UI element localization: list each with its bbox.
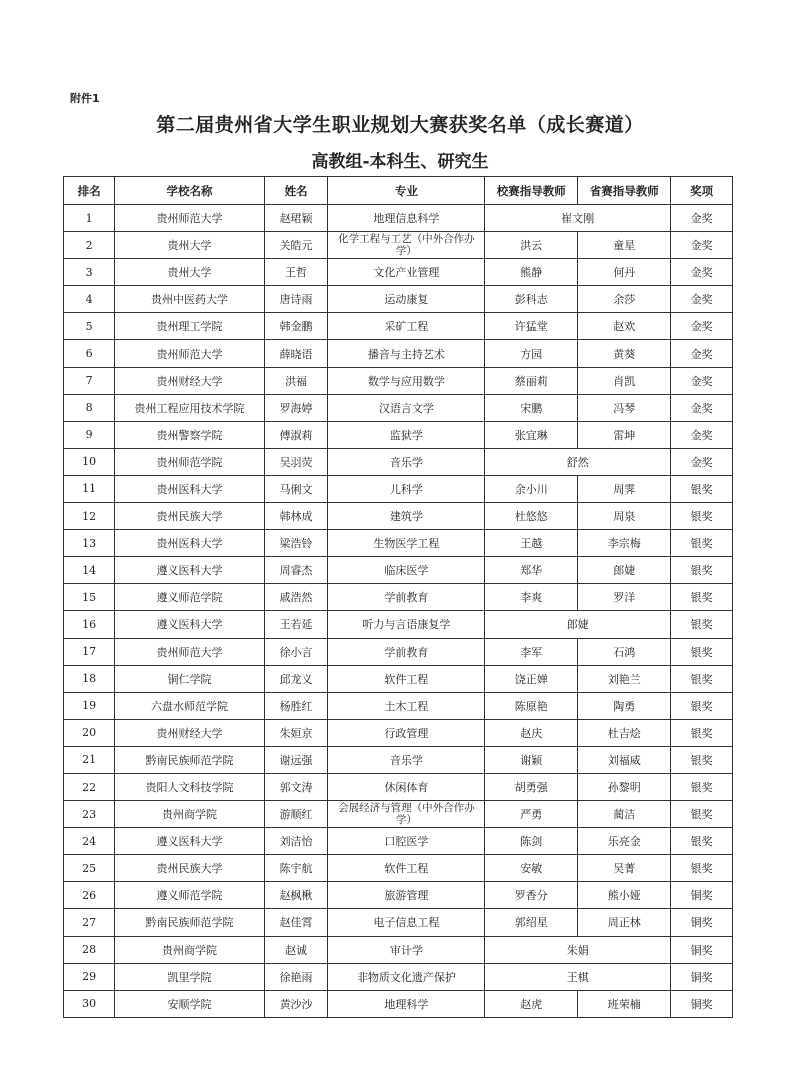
- table-row: [64, 963, 733, 990]
- cell-provincial-advisor: 蔺洁: [578, 801, 671, 828]
- cell-name: 谢远强: [264, 746, 328, 773]
- cell-name: 韩林成: [264, 503, 328, 530]
- table-row: [64, 611, 733, 638]
- cell-school-advisor: 陈原艳: [485, 692, 578, 719]
- cell-provincial-advisor: 周正林: [578, 909, 671, 936]
- cell-name: 周睿杰: [264, 557, 328, 584]
- cell-rank: 20: [64, 719, 115, 746]
- cell-school: 贵州师范学院: [115, 448, 264, 475]
- cell-major: 音乐学: [328, 746, 485, 773]
- cell-provincial-advisor: 郎婕: [578, 557, 671, 584]
- cell-rank: 23: [64, 801, 115, 828]
- cell-school: 贵州财经大学: [115, 719, 264, 746]
- cell-school: 贵州商学院: [115, 801, 264, 828]
- cell-school: 遵义医科大学: [115, 828, 264, 855]
- cell-name: 赵佳霄: [264, 909, 328, 936]
- cell-rank: 13: [64, 530, 115, 557]
- table-row: [64, 855, 733, 882]
- cell-rank: 11: [64, 475, 115, 502]
- cell-provincial-advisor: 冯琴: [578, 394, 671, 421]
- cell-rank: 15: [64, 584, 115, 611]
- cell-rank: 25: [64, 855, 115, 882]
- cell-award: 金奖: [671, 232, 733, 259]
- cell-name: 陈宇航: [264, 855, 328, 882]
- header-provincial-advisor: 省赛指导教师: [578, 177, 671, 205]
- cell-rank: 22: [64, 773, 115, 800]
- cell-award: 铜奖: [671, 882, 733, 909]
- cell-major: 学前教育: [328, 638, 485, 665]
- cell-major: 文化产业管理: [328, 259, 485, 286]
- cell-major: 建筑学: [328, 503, 485, 530]
- table-row: [64, 530, 733, 557]
- cell-school: 贵州中医药大学: [115, 286, 264, 313]
- cell-school-advisor: 彭科志: [485, 286, 578, 313]
- cell-provincial-advisor: 周泉: [578, 503, 671, 530]
- cell-school-advisor: 郑华: [485, 557, 578, 584]
- cell-award: 金奖: [671, 448, 733, 475]
- cell-school-advisor: 赵庆: [485, 719, 578, 746]
- cell-major: 临床医学: [328, 557, 485, 584]
- header-name: 姓名: [264, 177, 328, 205]
- cell-name: 刘洁怡: [264, 828, 328, 855]
- cell-major: 汉语言文学: [328, 394, 485, 421]
- table-row: [64, 828, 733, 855]
- cell-award: 银奖: [671, 828, 733, 855]
- cell-school: 贵州财经大学: [115, 367, 264, 394]
- cell-major: 监狱学: [328, 421, 485, 448]
- cell-name: 徐小言: [264, 638, 328, 665]
- table-row: [64, 367, 733, 394]
- cell-award: 银奖: [671, 855, 733, 882]
- table-row: [64, 990, 733, 1017]
- cell-rank: 29: [64, 963, 115, 990]
- cell-school: 贵州医科大学: [115, 475, 264, 502]
- cell-award: 金奖: [671, 286, 733, 313]
- cell-major: 运动康复: [328, 286, 485, 313]
- cell-school: 贵州大学: [115, 259, 264, 286]
- cell-name: 洪福: [264, 367, 328, 394]
- cell-school-advisor: 赵虎: [485, 990, 578, 1017]
- cell-rank: 12: [64, 503, 115, 530]
- cell-school-advisor: 宋鹏: [485, 394, 578, 421]
- attachment-label: 附件1: [70, 92, 100, 105]
- table-row: [64, 394, 733, 421]
- cell-school: 贵州师范大学: [115, 205, 264, 232]
- cell-major: 审计学: [328, 936, 485, 963]
- cell-advisor-merged: 郎婕: [485, 611, 671, 638]
- cell-name: 马俐文: [264, 475, 328, 502]
- header-school: 学校名称: [115, 177, 264, 205]
- cell-rank: 10: [64, 448, 115, 475]
- cell-award: 银奖: [671, 773, 733, 800]
- cell-major: 采矿工程: [328, 313, 485, 340]
- cell-provincial-advisor: 吴菁: [578, 855, 671, 882]
- table-header-row: [64, 177, 733, 205]
- cell-award: 金奖: [671, 313, 733, 340]
- cell-major: 软件工程: [328, 665, 485, 692]
- document-title: 第二届贵州省大学生职业规划大赛获奖名单（成长赛道）: [156, 114, 644, 136]
- cell-award: 铜奖: [671, 936, 733, 963]
- cell-award: 银奖: [671, 746, 733, 773]
- cell-rank: 9: [64, 421, 115, 448]
- cell-school: 贵州师范大学: [115, 340, 264, 367]
- cell-major: 儿科学: [328, 475, 485, 502]
- cell-school-advisor: 陈剑: [485, 828, 578, 855]
- cell-rank: 3: [64, 259, 115, 286]
- table-row: [64, 773, 733, 800]
- cell-award: 银奖: [671, 557, 733, 584]
- cell-name: 傅淑莉: [264, 421, 328, 448]
- table-row: [64, 421, 733, 448]
- cell-rank: 5: [64, 313, 115, 340]
- cell-name: 赵珺颖: [264, 205, 328, 232]
- cell-major: 音乐学: [328, 448, 485, 475]
- cell-award: 银奖: [671, 692, 733, 719]
- table-row: [64, 719, 733, 746]
- cell-major: 非物质文化遗产保护: [328, 963, 485, 990]
- cell-award: 银奖: [671, 503, 733, 530]
- table-row: [64, 936, 733, 963]
- cell-school-advisor: 严勇: [485, 801, 578, 828]
- cell-rank: 14: [64, 557, 115, 584]
- cell-rank: 30: [64, 990, 115, 1017]
- cell-school-advisor: 王越: [485, 530, 578, 557]
- cell-award: 金奖: [671, 394, 733, 421]
- header-school-advisor: 校赛指导教师: [485, 177, 578, 205]
- table-row: [64, 503, 733, 530]
- table-row: [64, 232, 733, 259]
- cell-provincial-advisor: 孙黎明: [578, 773, 671, 800]
- cell-school-advisor: 谢颖: [485, 746, 578, 773]
- cell-name: 唐诗雨: [264, 286, 328, 313]
- cell-award: 银奖: [671, 475, 733, 502]
- table-row: [64, 448, 733, 475]
- cell-school-advisor: 熊静: [485, 259, 578, 286]
- cell-major: 地理科学: [328, 990, 485, 1017]
- cell-name: 杨胜红: [264, 692, 328, 719]
- cell-major: 听力与言语康复学: [328, 611, 485, 638]
- cell-school: 安顺学院: [115, 990, 264, 1017]
- header-award: 奖项: [671, 177, 733, 205]
- cell-major: 化学工程与工艺（中外合作办学）: [328, 232, 485, 259]
- cell-major: 行政管理: [328, 719, 485, 746]
- cell-award: 银奖: [671, 801, 733, 828]
- cell-school-advisor: 许猛堂: [485, 313, 578, 340]
- cell-school-advisor: 余小川: [485, 475, 578, 502]
- cell-school: 贵州警察学院: [115, 421, 264, 448]
- cell-rank: 1: [64, 205, 115, 232]
- cell-school: 遵义师范学院: [115, 882, 264, 909]
- cell-major: 学前教育: [328, 584, 485, 611]
- cell-school: 贵州民族大学: [115, 855, 264, 882]
- cell-rank: 24: [64, 828, 115, 855]
- table-row: [64, 286, 733, 313]
- cell-rank: 16: [64, 611, 115, 638]
- cell-award: 金奖: [671, 367, 733, 394]
- cell-school: 六盘水师范学院: [115, 692, 264, 719]
- cell-name: 赵诚: [264, 936, 328, 963]
- cell-school: 铜仁学院: [115, 665, 264, 692]
- cell-award: 金奖: [671, 205, 733, 232]
- cell-provincial-advisor: 余莎: [578, 286, 671, 313]
- cell-name: 罗海婷: [264, 394, 328, 421]
- cell-award: 银奖: [671, 584, 733, 611]
- header-rank: 排名: [64, 177, 115, 205]
- cell-provincial-advisor: 刘艳兰: [578, 665, 671, 692]
- cell-school-advisor: 安敏: [485, 855, 578, 882]
- cell-school: 贵州工程应用技术学院: [115, 394, 264, 421]
- cell-school: 凯里学院: [115, 963, 264, 990]
- cell-school-advisor: 郭绍星: [485, 909, 578, 936]
- cell-school: 贵阳人文科技学院: [115, 773, 264, 800]
- cell-award: 铜奖: [671, 963, 733, 990]
- cell-school: 贵州理工学院: [115, 313, 264, 340]
- cell-provincial-advisor: 刘福威: [578, 746, 671, 773]
- cell-school: 黔南民族师范学院: [115, 909, 264, 936]
- document-subtitle: 高教组-本科生、研究生: [311, 152, 489, 172]
- cell-name: 徐艳雨: [264, 963, 328, 990]
- cell-rank: 26: [64, 882, 115, 909]
- cell-provincial-advisor: 李宗梅: [578, 530, 671, 557]
- cell-school-advisor: 洪云: [485, 232, 578, 259]
- table-row: [64, 638, 733, 665]
- cell-major: 旅游管理: [328, 882, 485, 909]
- cell-rank: 19: [64, 692, 115, 719]
- cell-name: 韩金鹏: [264, 313, 328, 340]
- cell-major: 会展经济与管理（中外合作办学）: [328, 801, 485, 828]
- cell-rank: 18: [64, 665, 115, 692]
- cell-advisor-merged: 崔文刚: [485, 205, 671, 232]
- cell-award: 金奖: [671, 421, 733, 448]
- cell-name: 王若延: [264, 611, 328, 638]
- cell-name: 王哲: [264, 259, 328, 286]
- cell-award: 金奖: [671, 340, 733, 367]
- cell-name: 郭文涛: [264, 773, 328, 800]
- cell-school: 贵州大学: [115, 232, 264, 259]
- cell-provincial-advisor: 何丹: [578, 259, 671, 286]
- cell-provincial-advisor: 赵欢: [578, 313, 671, 340]
- cell-rank: 21: [64, 746, 115, 773]
- cell-school-advisor: 李军: [485, 638, 578, 665]
- cell-provincial-advisor: 罗洋: [578, 584, 671, 611]
- cell-rank: 27: [64, 909, 115, 936]
- cell-rank: 6: [64, 340, 115, 367]
- cell-name: 梁浩铃: [264, 530, 328, 557]
- cell-school: 贵州师范大学: [115, 638, 264, 665]
- cell-school: 遵义医科大学: [115, 557, 264, 584]
- cell-award: 银奖: [671, 719, 733, 746]
- cell-provincial-advisor: 熊小娅: [578, 882, 671, 909]
- cell-school: 遵义医科大学: [115, 611, 264, 638]
- cell-major: 口腔医学: [328, 828, 485, 855]
- cell-major: 播音与主持艺术: [328, 340, 485, 367]
- cell-name: 吴羽荧: [264, 448, 328, 475]
- cell-provincial-advisor: 雷坤: [578, 421, 671, 448]
- cell-name: 薛晓语: [264, 340, 328, 367]
- cell-name: 戚浩然: [264, 584, 328, 611]
- cell-major: 数学与应用数学: [328, 367, 485, 394]
- table-row: [64, 584, 733, 611]
- cell-provincial-advisor: 童星: [578, 232, 671, 259]
- cell-school-advisor: 方园: [485, 340, 578, 367]
- cell-provincial-advisor: 班荣楠: [578, 990, 671, 1017]
- table-row: [64, 313, 733, 340]
- cell-school-advisor: 李爽: [485, 584, 578, 611]
- table-row: [64, 746, 733, 773]
- table-row: [64, 475, 733, 502]
- cell-name: 朱姮京: [264, 719, 328, 746]
- cell-major: 地理信息科学: [328, 205, 485, 232]
- cell-provincial-advisor: 乐亮金: [578, 828, 671, 855]
- table-row: [64, 909, 733, 936]
- cell-rank: 7: [64, 367, 115, 394]
- cell-school-advisor: 罗香分: [485, 882, 578, 909]
- cell-school-advisor: 饶正婵: [485, 665, 578, 692]
- cell-award: 铜奖: [671, 990, 733, 1017]
- cell-rank: 8: [64, 394, 115, 421]
- cell-name: 黄沙沙: [264, 990, 328, 1017]
- table-row: [64, 801, 733, 828]
- cell-name: 游顺红: [264, 801, 328, 828]
- awards-table: [63, 176, 733, 1018]
- cell-school: 黔南民族师范学院: [115, 746, 264, 773]
- table-row: [64, 882, 733, 909]
- cell-award: 金奖: [671, 259, 733, 286]
- cell-school: 贵州民族大学: [115, 503, 264, 530]
- cell-name: 赵枫楸: [264, 882, 328, 909]
- cell-advisor-merged: 舒然: [485, 448, 671, 475]
- table-row: [64, 692, 733, 719]
- table-row: [64, 259, 733, 286]
- cell-major: 休闲体育: [328, 773, 485, 800]
- cell-school-advisor: 胡勇强: [485, 773, 578, 800]
- cell-school-advisor: 蔡丽莉: [485, 367, 578, 394]
- cell-provincial-advisor: 周霁: [578, 475, 671, 502]
- cell-advisor-merged: 王棋: [485, 963, 671, 990]
- cell-name: 邱龙义: [264, 665, 328, 692]
- cell-provincial-advisor: 黄葵: [578, 340, 671, 367]
- cell-advisor-merged: 朱娟: [485, 936, 671, 963]
- cell-provincial-advisor: 陶勇: [578, 692, 671, 719]
- cell-award: 银奖: [671, 611, 733, 638]
- cell-provincial-advisor: 石鸿: [578, 638, 671, 665]
- cell-major: 电子信息工程: [328, 909, 485, 936]
- cell-school: 贵州医科大学: [115, 530, 264, 557]
- cell-school-advisor: 杜悠悠: [485, 503, 578, 530]
- cell-provincial-advisor: 肖凯: [578, 367, 671, 394]
- cell-name: 关皓元: [264, 232, 328, 259]
- cell-school: 贵州商学院: [115, 936, 264, 963]
- cell-provincial-advisor: 杜吉烩: [578, 719, 671, 746]
- cell-award: 银奖: [671, 665, 733, 692]
- cell-rank: 17: [64, 638, 115, 665]
- cell-award: 银奖: [671, 638, 733, 665]
- table-row: [64, 557, 733, 584]
- cell-major: 软件工程: [328, 855, 485, 882]
- cell-award: 铜奖: [671, 909, 733, 936]
- header-major: 专业: [328, 177, 485, 205]
- table-row: [64, 340, 733, 367]
- cell-rank: 4: [64, 286, 115, 313]
- cell-award: 银奖: [671, 530, 733, 557]
- table-row: [64, 205, 733, 232]
- cell-school-advisor: 张宜琳: [485, 421, 578, 448]
- cell-school: 遵义师范学院: [115, 584, 264, 611]
- cell-major: 生物医学工程: [328, 530, 485, 557]
- cell-rank: 28: [64, 936, 115, 963]
- table-row: [64, 665, 733, 692]
- cell-major: 土木工程: [328, 692, 485, 719]
- cell-rank: 2: [64, 232, 115, 259]
